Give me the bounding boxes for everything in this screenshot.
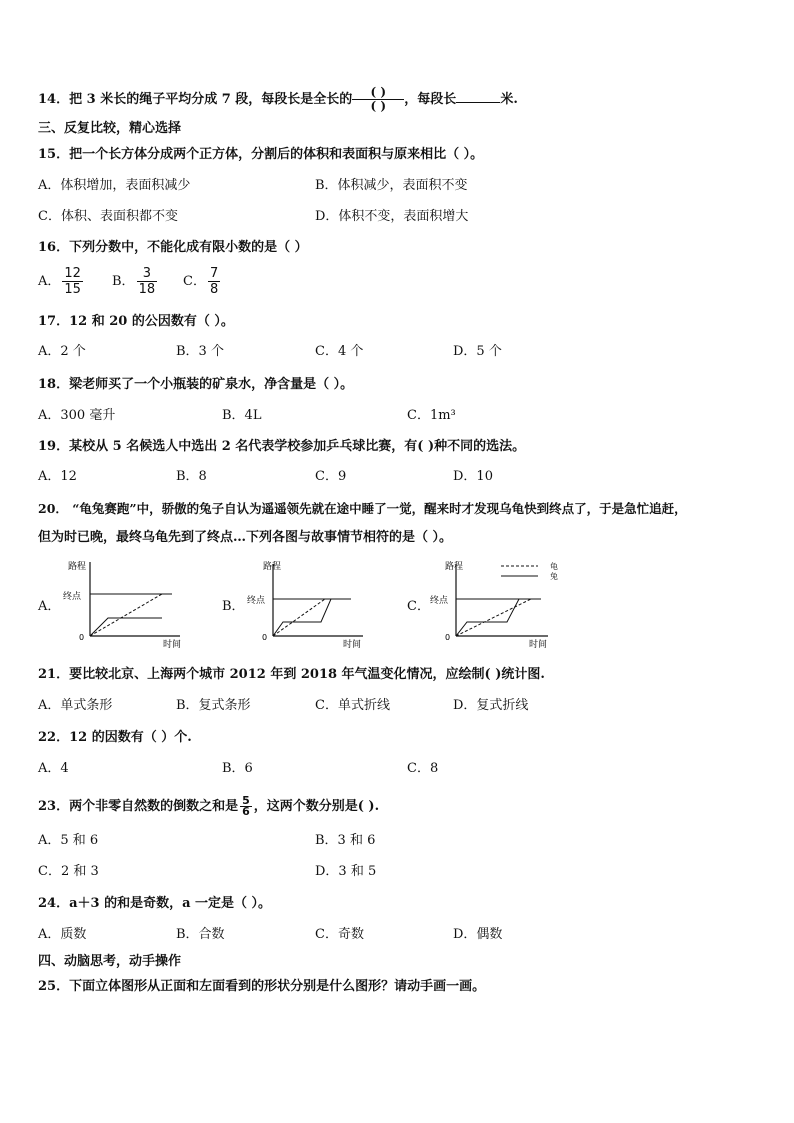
graph-c-rabbit-line xyxy=(456,599,519,636)
q23-text-b: ，这两个数分别是( ). xyxy=(253,799,380,814)
q16-fraction-a xyxy=(62,266,83,297)
graph-a-finish-label: 终点 xyxy=(63,592,82,602)
question-21-stem: 21．要比较北京、上海两个城市 2012 年到 2018 年气温变化情况，应绘制( )统计图. xyxy=(38,667,545,682)
graph-b-origin: 0 xyxy=(262,633,268,642)
q17-option-d[interactable]: D．5 个 xyxy=(453,344,502,359)
q20-graph-a xyxy=(60,558,190,650)
q23-denominator: 6 xyxy=(242,805,250,818)
graph-c-legend-rabbit: 兔 xyxy=(550,572,558,581)
q14-answer-blank[interactable] xyxy=(456,90,500,103)
question-23-stem xyxy=(38,796,379,817)
q21-option-b[interactable]: B．复式条形 xyxy=(176,698,251,713)
question-17-stem: 17．12 和 20 的公因数有（ ）。 xyxy=(38,314,234,329)
graph-b-xlabel: 时间 xyxy=(343,640,362,650)
graph-c-turtle-line xyxy=(456,599,531,636)
q23-option-c[interactable]: C．2 和 3 xyxy=(38,864,99,879)
q16-option-b[interactable] xyxy=(112,266,159,297)
q14-text-b: ，每段长 xyxy=(404,92,457,107)
q22-option-a[interactable]: A．4 xyxy=(38,761,69,776)
q16-a-denominator: 15 xyxy=(64,282,81,297)
graph-b-turtle-line xyxy=(273,599,325,636)
q21-option-d[interactable]: D．复式折线 xyxy=(453,698,529,713)
q14-blank-fraction[interactable] xyxy=(352,86,404,113)
q19-option-a[interactable]: A．12 xyxy=(38,469,77,484)
graph-a-ylabel: 路程 xyxy=(68,562,87,572)
q15-option-b[interactable]: B．体积减少，表面积不变 xyxy=(315,178,468,193)
question-25-stem: 25．下面立体图形从正面和左面看到的形状分别是什么图形？请动手画一画。 xyxy=(38,979,486,994)
q15-option-a[interactable]: A．体积增加，表面积减少 xyxy=(38,178,191,193)
graph-c-legend-turtle: 龟 xyxy=(550,562,558,571)
q20-graph-b xyxy=(243,558,373,650)
graph-c-origin: 0 xyxy=(445,633,451,642)
question-18-stem: 18．梁老师买了一个小瓶装的矿泉水，净含量是（ ）。 xyxy=(38,377,354,392)
question-16-stem: 16．下列分数中，不能化成有限小数的是（ ） xyxy=(38,240,308,255)
q16-b-numerator: 3 xyxy=(137,266,158,282)
q23-option-a[interactable]: A．5 和 6 xyxy=(38,833,99,848)
q22-option-c[interactable]: C．8 xyxy=(407,761,439,776)
q16-fraction-c xyxy=(208,266,220,297)
q18-option-a[interactable]: A．300 毫升 xyxy=(38,408,116,423)
q20-graph-c xyxy=(425,558,560,650)
question-24-stem: 24．a＋3 的和是奇数，a 一定是（ ）。 xyxy=(38,896,272,911)
q21-option-a[interactable]: A．单式条形 xyxy=(38,698,113,713)
graph-b-rabbit-line xyxy=(273,599,331,636)
q19-option-d[interactable]: D．10 xyxy=(453,469,493,484)
q19-option-b[interactable]: B．8 xyxy=(176,469,207,484)
question-14 xyxy=(38,86,518,113)
q20-option-c[interactable]: C． xyxy=(407,599,430,614)
q23-text-a: 23．两个非零自然数的倒数之和是 xyxy=(38,799,239,814)
q16-b-denominator: 18 xyxy=(138,282,156,297)
question-20-line-1: 20． “龟兔赛跑”中，骄傲的兔子自认为遥遥领先就在途中睡了一觉，醒来时才发现乌龟快到终点了，于是急忙追赶， xyxy=(38,501,687,516)
q16-option-a[interactable] xyxy=(38,266,85,297)
q23-option-b[interactable]: B．3 和 6 xyxy=(315,833,376,848)
q16-option-c-label: C． xyxy=(183,274,206,289)
q24-option-a[interactable]: A．质数 xyxy=(38,927,87,942)
q22-option-b[interactable]: B．6 xyxy=(222,761,253,776)
graph-a-rabbit-line xyxy=(90,618,162,636)
graph-a-origin: 0 xyxy=(79,633,85,642)
graph-c-finish-label: 终点 xyxy=(430,596,449,606)
q24-option-c[interactable]: C．奇数 xyxy=(315,927,364,942)
question-15-stem: 15．把一个长方体分成两个正方体，分割后的体积和表面积与原来相比（ ）。 xyxy=(38,147,484,162)
graph-c-xlabel: 时间 xyxy=(529,640,548,650)
q24-option-b[interactable]: B．合数 xyxy=(176,927,225,942)
q16-c-numerator: 7 xyxy=(209,266,219,281)
graph-a-turtle-line xyxy=(90,594,162,636)
graph-b-finish-label: 终点 xyxy=(247,596,266,606)
q16-option-c[interactable] xyxy=(183,266,222,297)
q14-blank-numerator: ( ) xyxy=(352,86,404,100)
q14-blank-denominator: ( ) xyxy=(370,99,387,113)
q23-fraction xyxy=(240,796,252,817)
graph-c-ylabel: 路程 xyxy=(445,562,464,572)
q20-option-b[interactable]: B． xyxy=(222,599,245,614)
q16-fraction-b xyxy=(137,266,158,297)
question-20-line-2: 但为时已晚，最终乌龟先到了终点…下列各图与故事情节相符的是（ ）。 xyxy=(38,530,453,545)
q23-numerator: 5 xyxy=(242,794,250,807)
question-19-stem: 19．某校从 5 名候选人中选出 2 名代表学校参加乒乓球比赛，有( )种不同的选法。 xyxy=(38,439,526,454)
q20-option-a[interactable]: A． xyxy=(38,599,61,614)
q14-text-a: 14．把 3 米长的绳子平均分成 7 段，每段长是全长的 xyxy=(38,92,353,107)
q18-option-c[interactable]: C．1m³ xyxy=(407,408,456,423)
q24-option-d[interactable]: D．偶数 xyxy=(453,927,503,942)
q14-text-c: 米. xyxy=(500,92,518,107)
q21-option-c[interactable]: C．单式折线 xyxy=(315,698,390,713)
q17-option-a[interactable]: A．2 个 xyxy=(38,344,86,359)
question-22-stem: 22．12 的因数有（ ）个. xyxy=(38,730,192,745)
q15-option-c[interactable]: C．体积、表面积都不变 xyxy=(38,209,178,224)
section-3-heading: 三、反复比较，精心选择 xyxy=(38,121,182,136)
q17-option-b[interactable]: B．3 个 xyxy=(176,344,224,359)
q19-option-c[interactable]: C．9 xyxy=(315,469,347,484)
q17-option-c[interactable]: C．4 个 xyxy=(315,344,364,359)
q23-option-d[interactable]: D．3 和 5 xyxy=(315,864,377,879)
q16-option-a-label: A． xyxy=(38,274,61,289)
q16-a-numerator: 12 xyxy=(64,266,81,281)
q15-option-d[interactable]: D．体积不变，表面积增大 xyxy=(315,209,469,224)
q18-option-b[interactable]: B．4L xyxy=(222,408,262,423)
section-4-heading: 四、动脑思考，动手操作 xyxy=(38,954,182,969)
q16-c-denominator: 8 xyxy=(209,282,219,297)
q16-option-b-label: B． xyxy=(112,274,135,289)
graph-a-xlabel: 时间 xyxy=(163,640,182,650)
graph-b-ylabel: 路程 xyxy=(263,562,282,572)
